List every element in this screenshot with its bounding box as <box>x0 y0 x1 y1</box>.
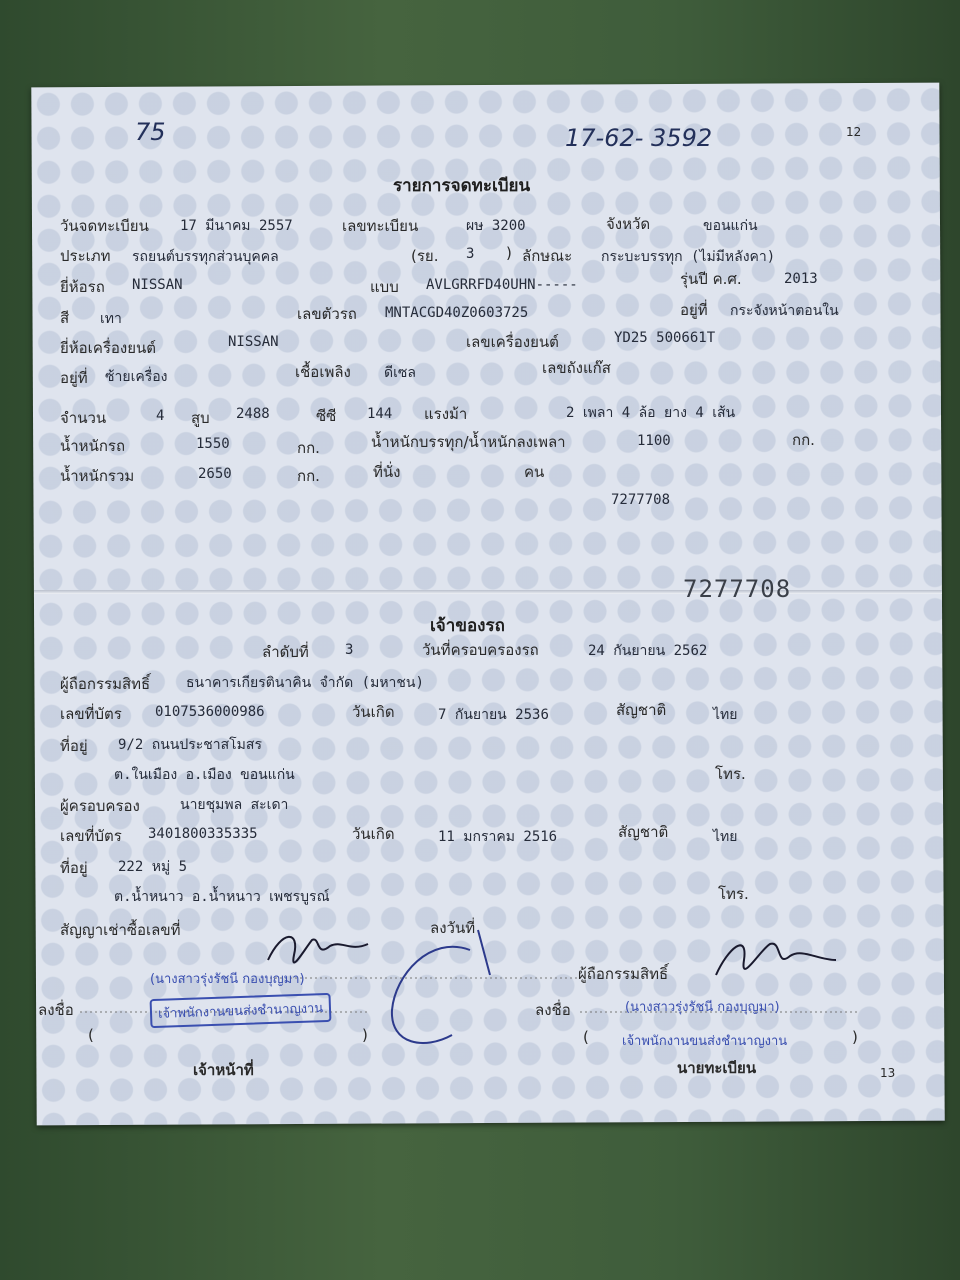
left-stamp-position: เจ้าพนักงานขนส่งชำนาญงาน <box>150 993 332 1028</box>
engine-brand: NISSAN <box>228 334 279 350</box>
birth-date-2: 11 มกราคม 2516 <box>438 829 558 845</box>
address-label-2: ที่อยู่ <box>60 859 88 877</box>
type-code-prefix: (รย. <box>411 247 439 265</box>
color: เทา <box>100 311 122 327</box>
engine-location-label: อยู่ที่ <box>60 369 88 387</box>
left-stamp-name: (นางสาวรุ่งรัชนี กองบุญมา) <box>150 972 305 987</box>
type: รถยนต์บรรทุกส่วนบุคคล <box>132 249 279 265</box>
load-unit: กก. <box>792 431 815 449</box>
weight: 1550 <box>196 436 230 452</box>
reg-date: 17 มีนาคม 2557 <box>180 218 293 234</box>
address-2-line-2: ต.น้ำหนาว อ.น้ำหนาว เพชรบูรณ์ <box>114 889 330 905</box>
right-paren: ( <box>583 1028 589 1046</box>
owner-title: เจ้าของรถ <box>430 616 505 636</box>
weight-label: น้ำหนักรถ <box>60 437 126 455</box>
engine-number-label: เลขเครื่องยนต์ <box>466 333 559 351</box>
id-label-2: เลขที่บัตร <box>60 827 122 845</box>
nationality-label-1: สัญชาติ <box>616 701 667 719</box>
gross-weight-label: น้ำหนักรวม <box>60 467 135 485</box>
page-number-bottom: 13 <box>880 1066 896 1080</box>
signature-left <box>268 937 368 963</box>
serial-number-large: 7277708 <box>683 575 792 603</box>
possession-date-label: วันที่ครอบครองรถ <box>422 641 539 659</box>
id-label-1: เลขที่บัตร <box>60 705 122 723</box>
seats-unit: คน <box>524 463 545 481</box>
nationality-1: ไทย <box>713 707 738 723</box>
birth-date-1: 7 กันยายน 2536 <box>438 707 549 723</box>
gas-tank-label: เลขถังแก๊ส <box>542 359 611 377</box>
fuel-label: เชื้อเพลิง <box>295 363 351 381</box>
type-code-suffix: ) <box>506 244 512 262</box>
brand-label: ยี่ห้อรถ <box>60 278 105 296</box>
initial-mark <box>392 930 490 1043</box>
phone-label-2: โทร. <box>718 885 749 903</box>
registration-title: รายการจดทะเบียน <box>393 176 531 196</box>
address-2-line-1: 222 หมู่ 5 <box>118 859 188 875</box>
engine-cc: 2488 <box>236 406 270 422</box>
order-number: 3 <box>345 642 354 658</box>
rights-holder: ธนาคารเกียรตินาคิน จำกัด (มหาชน) <box>186 675 424 691</box>
signature-right <box>716 944 836 975</box>
address-1-line-2: ต.ในเมือง อ.เมือง ขอนแก่น <box>114 767 295 783</box>
horsepower: 144 <box>367 406 393 422</box>
chassis-label: เลขตัวรถ <box>297 305 357 323</box>
possessor-name: นายชุมพล สะเดา <box>180 797 289 813</box>
right-paren-close: ) <box>852 1028 858 1046</box>
fuel: ดีเซล <box>384 365 416 381</box>
possessor-label: ผู้ครอบครอง <box>60 797 140 815</box>
seats-label: ที่นั่ง <box>373 463 401 481</box>
year-label: รุ่นปี ค.ศ. <box>680 270 742 288</box>
sign-label-left: ลงชื่อ <box>38 1001 74 1019</box>
lease-date-label: ลงวันที่ <box>430 919 476 937</box>
hp-label: แรงม้า <box>424 405 468 423</box>
reg-date-label: วันจดทะเบียน <box>60 217 149 235</box>
engine-brand-label: ยี่ห้อเครื่องยนต์ <box>60 339 157 357</box>
left-paren-close: ) <box>362 1026 368 1044</box>
province-label: จังหวัด <box>606 215 651 233</box>
weight-unit: กก. <box>297 439 320 457</box>
cylinders: 4 <box>156 408 165 424</box>
rights-holder-label: ผู้ถือกรรมสิทธิ์ <box>60 675 151 693</box>
handwritten-number-right: 17-62- 3592 <box>565 124 713 152</box>
serial-small: 7277708 <box>611 492 671 508</box>
engine-location: ซ้ายเครื่อง <box>105 369 168 385</box>
type-code: 3 <box>466 246 475 262</box>
engine-number: YD25 500661T <box>614 330 716 346</box>
phone-label-1: โทร. <box>715 765 746 783</box>
axles-wheels: 2 เพลา 4 ล้อ ยาง 4 เส้น <box>566 405 736 421</box>
id-number-1: 0107536000986 <box>155 704 265 720</box>
year: 2013 <box>784 271 818 287</box>
cylinder-label: สูบ <box>191 409 210 427</box>
province: ขอนแก่น <box>703 218 758 234</box>
birth-label-1: วันเกิด <box>352 703 395 721</box>
type-label: ประเภท <box>60 247 111 265</box>
handwritten-number-left: 75 <box>135 118 166 146</box>
registrar-label: นายทะเบียน <box>677 1059 757 1077</box>
brand: NISSAN <box>132 277 183 293</box>
possession-date: 24 กันยายน 2562 <box>588 643 708 659</box>
load-weight: 1100 <box>637 433 671 449</box>
sign-label-right: ลงชื่อ <box>535 1001 571 1019</box>
model-label: แบบ <box>370 278 399 296</box>
chassis-location: กระจังหน้าตอนใน <box>730 303 839 319</box>
birth-label-2: วันเกิด <box>352 825 395 843</box>
left-paren: ( <box>88 1026 94 1044</box>
nationality-label-2: สัญชาติ <box>618 823 669 841</box>
gross-unit: กก. <box>297 467 320 485</box>
count-label: จำนวน <box>60 409 107 427</box>
load-label: น้ำหนักบรรทุก/น้ำหนักลงเพลา <box>371 433 566 451</box>
chassis-location-label: อยู่ที่ <box>680 301 708 319</box>
officer-label: เจ้าหน้าที่ <box>193 1061 254 1079</box>
right-stamp-name: (นางสาวรุ่งรัชนี กองบุญมา) <box>625 1000 780 1015</box>
lease-contract-label: สัญญาเช่าซื้อเลขที่ <box>60 921 181 939</box>
plate: ผษ 3200 <box>466 218 526 234</box>
style-label: ลักษณะ <box>522 247 573 265</box>
nationality-2: ไทย <box>713 829 738 845</box>
address-1-line-1: 9/2 ถนนประชาสโมสร <box>118 737 262 753</box>
cc-label: ซีซี <box>316 407 337 425</box>
color-label: สี <box>60 309 70 327</box>
address-label-1: ที่อยู่ <box>60 737 88 755</box>
page-number-top: 12 <box>846 125 862 139</box>
id-number-2: 3401800335335 <box>148 826 258 842</box>
right-stamp-position: เจ้าพนักงานขนส่งชำนาญงาน <box>622 1034 788 1049</box>
plate-label: เลขทะเบียน <box>342 217 419 235</box>
style: กระบะบรรทุก (ไม่มีหลังคา) <box>601 249 776 265</box>
gross-weight: 2650 <box>198 466 232 482</box>
model: AVLGRRFD40UHN----- <box>426 277 578 293</box>
order-label: ลำดับที่ <box>262 643 309 661</box>
chassis-number: MNTACGD40Z0603725 <box>385 305 529 321</box>
rights-holder-sign-label: ผู้ถือกรรมสิทธิ์ <box>578 965 669 983</box>
